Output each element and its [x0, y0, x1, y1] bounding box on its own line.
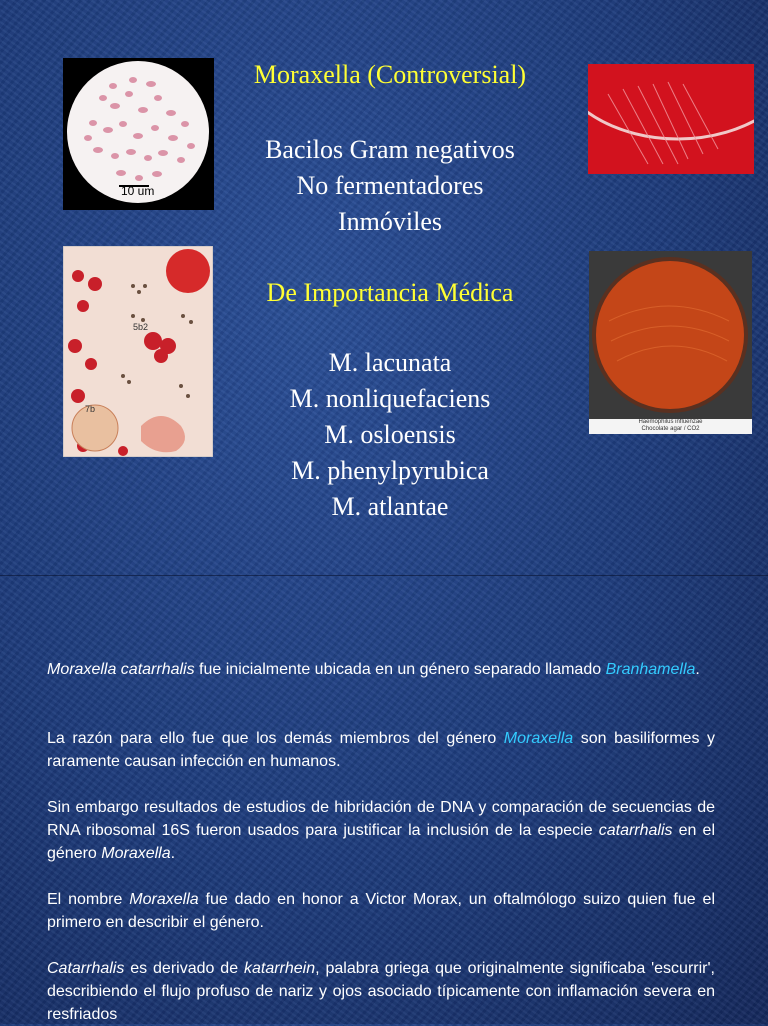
highlight-text: Moraxella — [503, 730, 574, 747]
micrograph-image — [63, 58, 214, 210]
italic-text: Catarrhalis — [47, 960, 125, 977]
paragraph-2 — [47, 727, 715, 773]
species-item: M. atlantae — [331, 492, 449, 521]
species-item: M. osloensis — [324, 420, 456, 449]
scale-label: 10 um — [121, 184, 155, 198]
paragraph-4 — [47, 888, 715, 934]
text: , palabra griega que originalmente significaba 'escurrir', describiendo el flujo profuso de nariz y ojos asociado típicamente con inflamación severa en resfriados — [47, 960, 715, 1023]
text: fue dado en honor a Victor Morax, un oftalmólogo suizo quien fue el primero en describir el género. — [47, 891, 715, 931]
chocolate-agar-plate-image — [589, 251, 752, 434]
species-item: M. nonliquefaciens — [289, 384, 491, 413]
plate-caption-line-2: Chocolate agar / CO2 — [641, 426, 700, 432]
paragraph-1 — [47, 658, 715, 681]
text: Sin embargo resultados de estudios de hibridación de DNA y comparación de secuencias de RNA ribosomal 16S fueron usados para justificar la inclusión de la especie — [47, 799, 715, 839]
paragraph-5 — [47, 957, 715, 1026]
plate-caption-line-1: Haemophilus influenzae — [638, 419, 703, 425]
blood-agar-plate-image — [588, 64, 754, 174]
feature-list — [215, 132, 565, 240]
plate-caption — [589, 419, 752, 433]
feature-item: Inmóviles — [338, 207, 442, 236]
italic-text: katarrhein — [243, 960, 316, 977]
section-subtitle: De Importancia Médica — [266, 278, 514, 307]
species-list — [215, 345, 565, 525]
text: en el género — [47, 822, 716, 862]
italic-text: catarrhalis — [598, 822, 673, 839]
italic-text: Moraxella — [101, 845, 171, 862]
text: es derivado de — [124, 960, 244, 977]
blood-smear-image — [63, 246, 213, 457]
highlight-text: Branhamella — [605, 661, 696, 678]
species-item: M. phenylpyrubica — [291, 456, 489, 485]
slide-bottom — [0, 576, 768, 1024]
species-item: M. lacunata — [328, 348, 452, 377]
text: fue inicialmente ubicada en un género separado llamado — [194, 661, 606, 678]
paragraph-3 — [47, 796, 715, 865]
feature-item: Bacilos Gram negativos — [265, 135, 515, 164]
italic-text: Moraxella catarrhalis — [47, 661, 195, 678]
feature-item: No fermentadores — [296, 171, 484, 200]
text: . — [695, 661, 700, 678]
text: . — [170, 845, 176, 862]
slide-title: Moraxella (Controversial) — [253, 60, 527, 89]
italic-text: Moraxella — [129, 891, 199, 908]
smear-label-1: 5b2 — [133, 322, 149, 332]
text: La razón para ello fue que los demás miembros del género — [47, 730, 504, 747]
text: son basiliformes y raramente causan infección en humanos. — [47, 730, 716, 770]
text: El nombre — [47, 891, 130, 908]
smear-label-2: 7b — [85, 404, 96, 414]
